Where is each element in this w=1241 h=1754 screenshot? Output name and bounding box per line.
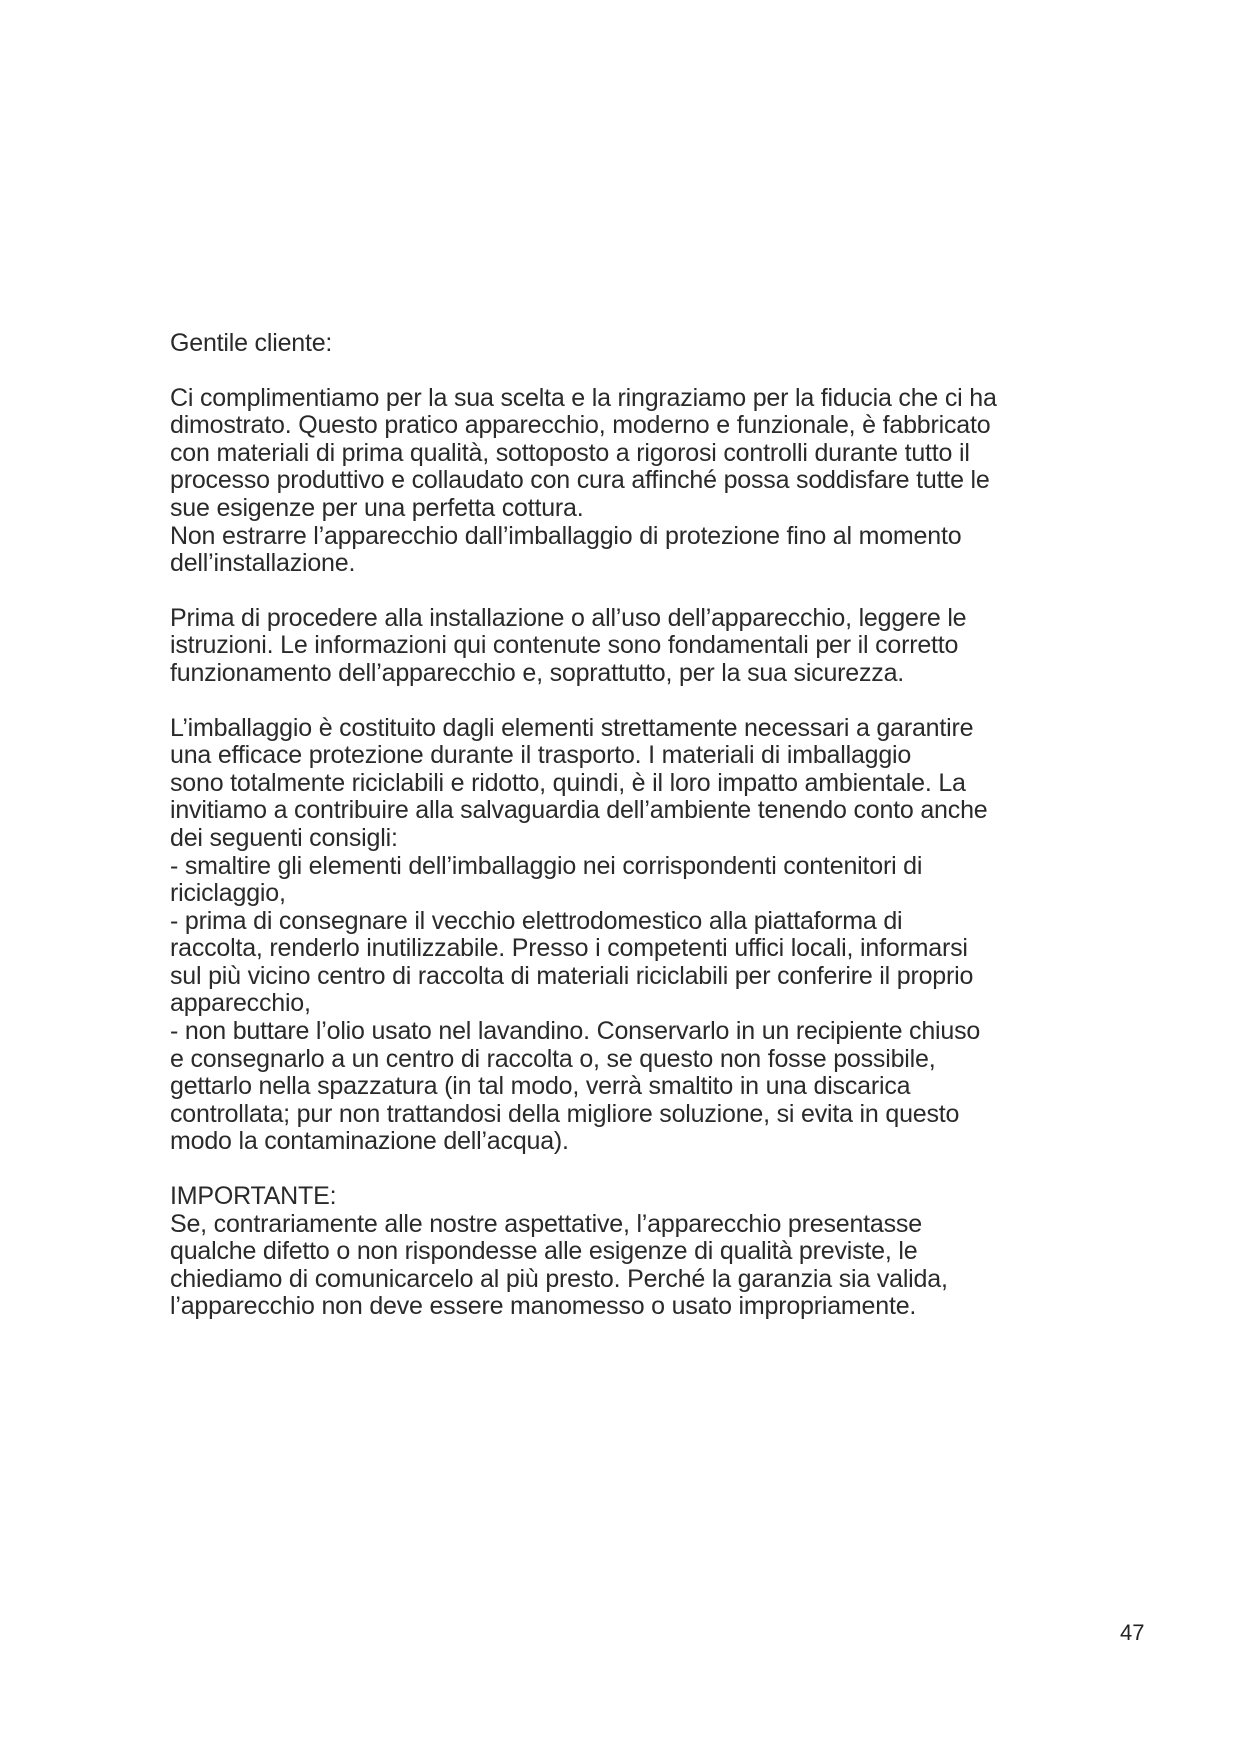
intro-paragraph: Ci complimentiamo per la sua scelta e la ringraziamo per la fiducia che ci ha dimostrato. Questo pratico apparecchio, moderno e funzionale, è fabbricato con materiali di prima qualità, sottoposto a rigorosi controlli durante tutto il processo produttivo e collaudato con cura affinché possa soddisfare tutte le sue esigenze per una perfetta cottura. Non estrarre l’apparecchio dall’imballaggio di protezione fino al momento dell’installazione. bbox=[170, 383, 997, 578]
page-number: 47 bbox=[1120, 1620, 1145, 1645]
paragraph-spacer bbox=[170, 688, 1090, 715]
paragraph-spacer bbox=[170, 358, 1090, 385]
packaging-paragraph: L’imballaggio è costituito dagli elementi strettamente necessari a garantire una efficace protezione durante il trasporto. I materiali di imballaggio sono totalmente riciclabili e ridotto, quindi, è il loro impatto ambientale. La invitiamo a contribuire alla salvaguardia dell’ambiente tenendo conto anche dei seguenti consigli: - smaltire gli elementi dell’imballaggio nei corrispondenti contenitori di riciclaggio, - prima di consegnare il vecchio elettrodomestico alla piattaforma di raccolta, renderlo inutilizzabile. Presso i competenti uffici locali, informarsi sul più vicino centro di raccolta di materiali riciclabili per conferire il proprio apparecchio, - non buttare l’olio usato nel lavandino. Conservarlo in un recipiente chiuso e consegnarlo a un centro di raccolta o, se questo non fosse possibile, gettarlo nella spazzatura (in tal modo, verrà smaltito in una discarica controllata; pur non trattandosi della migliore soluzione, si evita in questo modo la contaminazione dell’acqua). bbox=[170, 713, 988, 1156]
document-body bbox=[170, 330, 1090, 1321]
paragraph-spacer bbox=[170, 578, 1090, 605]
paragraph-spacer bbox=[170, 1156, 1090, 1183]
important-paragraph: IMPORTANTE: Se, contrariamente alle nostre aspettative, l’apparecchio presentasse qualche difetto o non rispondesse alle esigenze di qualità previste, le chiediamo di comunicarcelo al più presto. Perché la garanzia sia valida, l’apparecchio non deve essere manomesso o usato impropriamente. bbox=[170, 1182, 948, 1321]
greeting: Gentile cliente: bbox=[170, 329, 333, 357]
instructions-paragraph: Prima di procedere alla installazione o all’uso dell’apparecchio, leggere le istruzioni. Le informazioni qui contenute sono fondamentali per il corretto funzionamento dell’apparecchio e, soprattutto, per la sua sicurezza. bbox=[170, 603, 967, 687]
